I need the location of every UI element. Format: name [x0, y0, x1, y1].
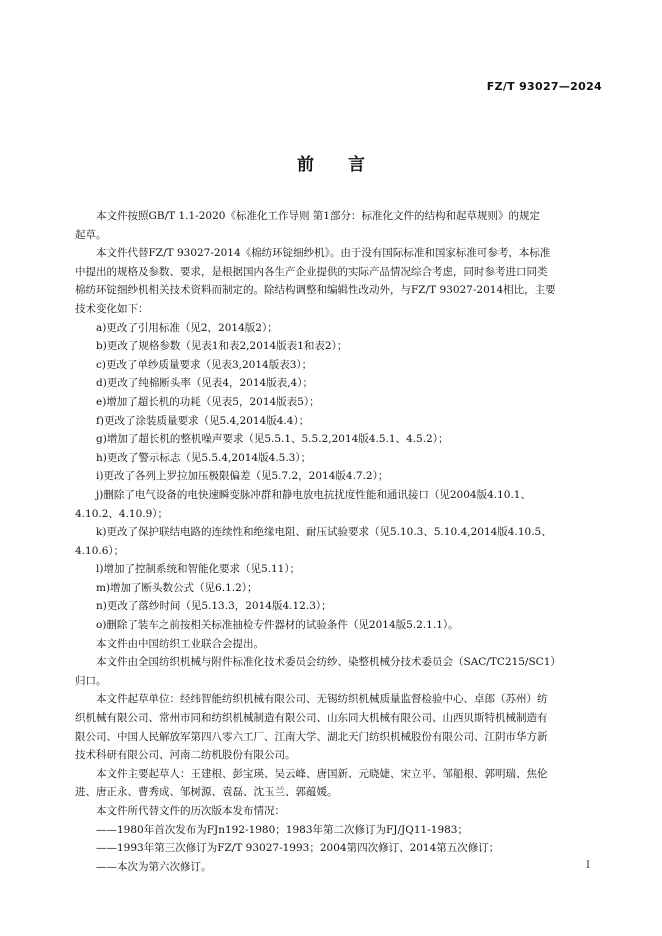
text-line: 本文件所代替文件的历次版本发布情况： — [96, 805, 285, 817]
text-line: 棉纺环锭细纱机相关技术资料而制定的。除结构调整和编辑性改动外，与FZ/T 93027-2014相比，主要 — [75, 284, 556, 297]
text-line: 进、唐正永、曹秀成、邹树源、袁磊、沈玉兰、郭蕴媛。 — [75, 786, 338, 799]
text-line: 归口。 — [75, 674, 107, 687]
text-line: a)更改了引用标准（见2，2014版2）； — [96, 321, 278, 334]
text-line: 起草。 — [75, 228, 107, 241]
text-line: n)更改了落纱时间（见5.13.3，2014版4.12.3）； — [96, 600, 332, 613]
text-line: e)增加了超长机的功耗（见表5，2014版表5）； — [96, 395, 320, 408]
text-line: o)删除了装车之前按相关标准抽检专件器材的试验条件（见2014版5.2.1.1）。 — [96, 619, 459, 632]
text-line: i)更改了各列上罗拉加压极限偏差（见5.7.2，2014版4.7.2）； — [96, 470, 389, 483]
text-line: 中提出的规格及参数、要求，是根据国内各生产企业提供的实际产品情况综合考虑，同时参考进口同类 — [75, 265, 548, 278]
page-number: I — [586, 860, 590, 871]
text-line: m)增加了断头数公式（见6.1.2）； — [96, 581, 258, 594]
text-line: l)增加了控制系统和智能化要求（见5.11）； — [96, 563, 301, 576]
text-line: j)删除了电气设备的电快速瞬变脉冲群和静电放电抗扰度性能和通讯接口（见2004版4.10.1、 — [96, 488, 531, 501]
text-line: h)更改了警示标志（见5.5.4,2014版4.5.3）； — [96, 451, 312, 464]
text-line: 本文件按照GB/T 1.1-2020《标准化工作导则 第1部分：标准化文件的结构和起草规则》的规定 — [96, 210, 540, 222]
text-line: g)增加了超长机的整机噪声要求（见5.5.1、5.5.2,2014版4.5.1、4.5.2）； — [96, 433, 449, 446]
text-line: 本文件主要起草人：王建根、彭宝瑛、吴云峰、唐国新、元晓婕、宋立平、邹船根、郭明瑞、焦伦 — [96, 767, 548, 780]
text-line: 本文件由全国纺织机械与附件标准化技术委员会纺纱、染整机械分技术委员会（SAC/TC215/SC1） — [96, 656, 561, 669]
text-line: 4.10.6）； — [75, 544, 125, 557]
text-line: b)更改了规格参数（见表1和表2,2014版表1和表2）； — [96, 340, 348, 353]
text-line: c)更改了单纱质量要求（见表3,2014版表3）； — [96, 358, 313, 371]
text-line: ——1993年第三次修订为FZ/T 93027-1993；2004第四次修订、2014第五次修订； — [96, 842, 500, 855]
text-line: 本文件起草单位：经纬智能纺织机械有限公司、无锡纺织机械质量监督检验中心、卓郎（苏州）纺 — [96, 693, 548, 706]
text-line: ——本次为第六次修订。 — [96, 860, 212, 873]
text-line: 本文件代替FZ/T 93027-2014《棉纺环锭细纱机》。由于没有国际标准和国家标准可参考，本标准 — [96, 247, 551, 260]
text-line: 技术变化如下： — [75, 302, 149, 315]
text-line: ——1980年首次发布为FJn192-1980；1983年第二次修订为FJ/JQ11-1983； — [96, 823, 468, 836]
text-line: 限公司、中国人民解放军第四八零六工厂、江南大学、湖北天门纺织机械股份有限公司、江阴市华方新 — [75, 730, 548, 743]
page-title: 前言 — [297, 155, 399, 175]
text-line: d)更改了纯棉断头率（见表4，2014版表,4）； — [96, 377, 313, 390]
text-line: 织机械有限公司、常州市同和纺织机械制造有限公司、山东同大机械有限公司、山西贝斯特机械制造有 — [75, 712, 548, 725]
standard-code: FZ/T 93027—2024 — [486, 80, 602, 93]
text-line: k)更改了保护联结电路的连续性和绝缘电阻、耐压试验要求（见5.10.3、5.10.4,2014版4.10.5、 — [96, 526, 552, 539]
text-line: 技术科研有限公司、河南二纺机股份有限公司。 — [75, 749, 296, 762]
document-body — [75, 207, 605, 876]
text-line: 4.10.2、4.10.9）； — [75, 507, 169, 520]
text-line: f)更改了涂装质量要求（见5.4,2014版4.4）； — [96, 414, 310, 427]
text-line: 本文件由中国纺织工业联合会提出。 — [96, 637, 264, 650]
